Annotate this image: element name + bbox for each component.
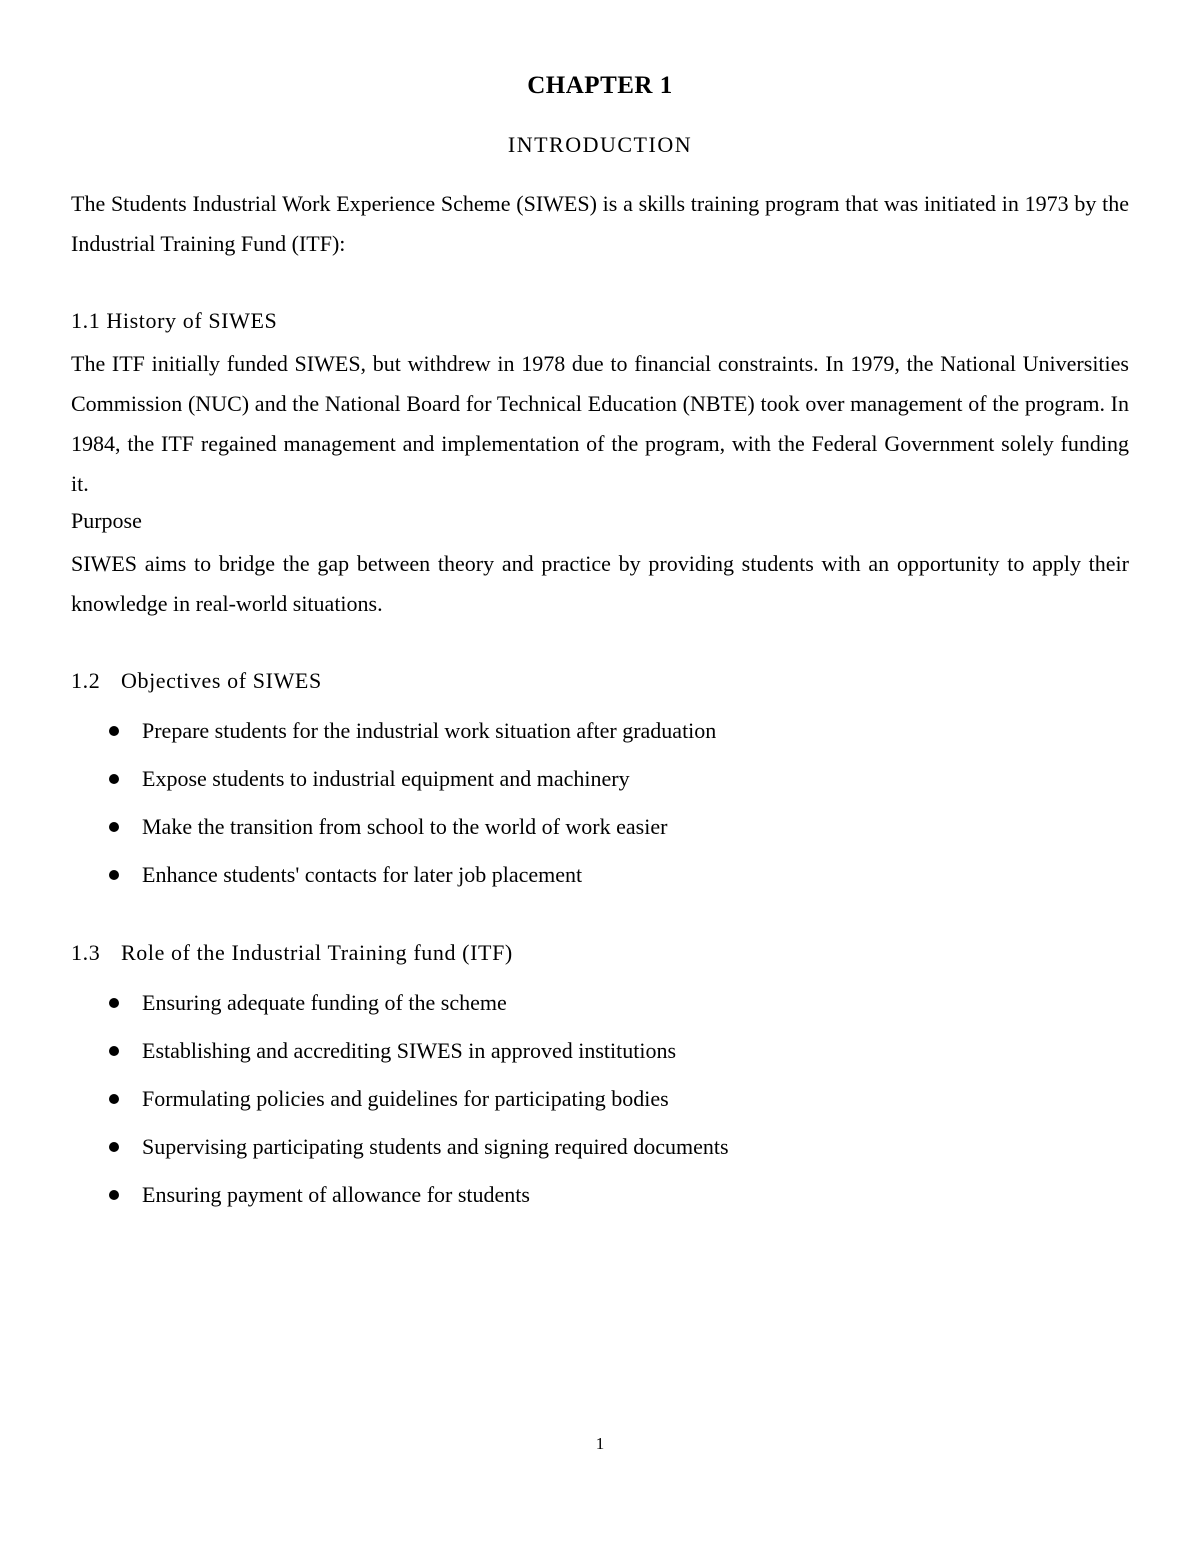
bullet-icon [109,1094,119,1104]
bullet-icon [109,1142,119,1152]
section-number: 1.2 [71,668,101,693]
section-heading-role [71,940,513,966]
list-item [71,716,1131,764]
list-item-text: Ensuring adequate funding of the scheme [142,990,507,1015]
list-item-text: Prepare students for the industrial work situation after graduation [142,718,717,743]
section-title: History of SIWES [106,308,278,333]
section-title: Objectives of SIWES [121,668,322,693]
objectives-list [71,716,1131,908]
list-item [71,860,1131,908]
list-item [71,988,1131,1036]
intro-paragraph: The Students Industrial Work Experience Scheme (SIWES) is a skills training program that was initiated in 1973 by the Industrial Training Fund (ITF): [71,191,1129,256]
bullet-icon [109,774,119,784]
list-item-text: Ensuring payment of allowance for students [142,1182,530,1207]
page-number: 1 [595,1434,605,1453]
list-item-text: Formulating policies and guidelines for participating bodies [142,1086,669,1111]
list-item [71,1132,1131,1180]
bullet-icon [109,726,119,736]
purpose-subheading: Purpose [71,508,142,533]
list-item [71,812,1131,860]
chapter-title: CHAPTER 1 [527,72,673,99]
chapter-subtitle: INTRODUCTION [507,132,693,157]
list-item [71,1180,1131,1228]
list-item-text: Establishing and accrediting SIWES in approved institutions [142,1038,677,1063]
list-item-text: Make the transition from school to the world of work easier [142,814,668,839]
bullet-icon [109,1046,119,1056]
bullet-icon [109,822,119,832]
bullet-icon [109,1190,119,1200]
section-number: 1.1 [71,308,101,333]
section-heading-objectives [71,668,322,694]
section-title: Role of the Industrial Training fund (ITF) [121,940,513,965]
bullet-icon [109,998,119,1008]
list-item-text: Enhance students' contacts for later job placement [142,862,583,887]
bullet-icon [109,870,119,880]
section-number: 1.3 [71,940,101,965]
role-list [71,988,1131,1228]
list-item [71,1036,1131,1084]
history-paragraph: The ITF initially funded SIWES, but withdrew in 1978 due to financial constraints. In 1979, the National Universities Commission (NUC) and the National Board for Technical Education (NBTE) took over management of the program. In 1984, the ITF regained management and implementation of the program, with the Federal Government solely funding it. [71,351,1129,496]
list-item [71,1084,1131,1132]
list-item [71,764,1131,812]
list-item-text: Expose students to industrial equipment and machinery [142,766,630,791]
purpose-paragraph: SIWES aims to bridge the gap between theory and practice by providing students with an opportunity to apply their knowledge in real-world situations. [71,551,1129,616]
section-heading-history [71,308,277,334]
list-item-text: Supervising participating students and signing required documents [142,1134,729,1159]
